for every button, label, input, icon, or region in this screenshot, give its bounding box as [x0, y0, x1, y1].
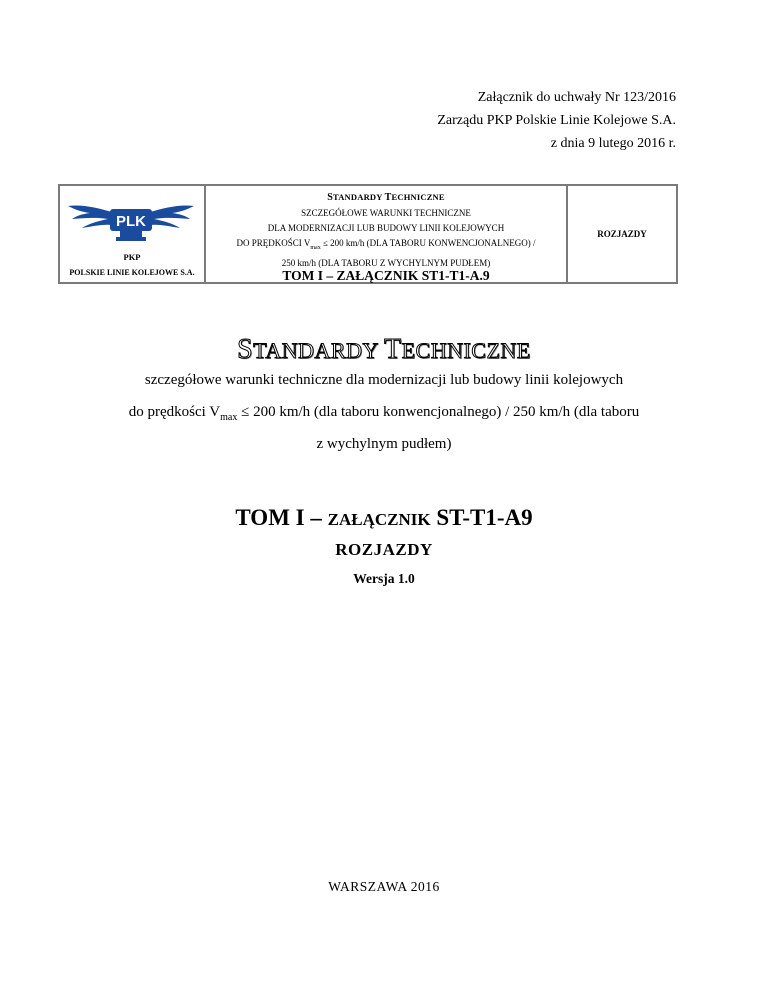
subtitle-line-3: z wychylnym pudłem) [316, 436, 452, 452]
logo-company-label: POLSKIE LINIE KOLEJOWE S.A. [69, 268, 195, 277]
main-title-echniczne: ECHNICZNE [401, 338, 531, 363]
header-desc-line-4: 250 km/h (DLA TABORU Z WYCHYLNYM PUDŁEM) [281, 257, 491, 268]
volume-title-dash: – [304, 505, 328, 530]
annex-line-2: Zarządu PKP Polskie Linie Kolejowe S.A. [437, 113, 676, 128]
main-title [0, 334, 768, 366]
header-desc-line-3-pre: DO PRĘDKOŚCI V [236, 238, 311, 248]
main-title-tandardy: TANDARDY [253, 338, 379, 363]
header-desc-line-1: SZCZEGÓŁOWE WARUNKI TECHNICZNE [301, 208, 471, 218]
header-description [206, 206, 566, 271]
header-logo-cell [60, 186, 206, 282]
header-title-s: S [327, 192, 333, 203]
header-standards-title [206, 192, 566, 203]
volume-title [0, 505, 768, 531]
annex-line-1: Załącznik do uchwały Nr 123/2016 [477, 90, 676, 105]
subtitle-line-2-post: ≤ 200 km/h (dla taboru konwencjonalnego) / 250 km/h (dla taboru [237, 404, 640, 420]
header-table [58, 184, 678, 284]
volume-title-code: ST-T1-A9 [430, 505, 533, 530]
subtitle-line-2-sub: max [220, 412, 238, 423]
subtitle-line-2 [0, 404, 768, 423]
subtitle-line-1: szczegółowe warunki techniczne dla modernizacji lub budowy linii kolejowych [144, 372, 624, 388]
header-title-tandardy: TANDARDY [332, 192, 383, 202]
annex-note [437, 86, 676, 155]
logo-pkp-label: PKP [123, 252, 141, 262]
plk-winged-logo-icon [68, 198, 194, 244]
city-year: WARSZAWA 2016 [328, 879, 440, 894]
main-title-t: T [384, 334, 402, 365]
header-tom-label: TOM I – ZAŁĄCZNIK ST1-T1-A.9 [282, 268, 490, 283]
plk-logo [68, 198, 194, 244]
header-section-label: ROZJAZDY [597, 229, 647, 239]
subtitle-line-2-pre: do prędkości V [128, 404, 221, 420]
header-desc-line-3 [206, 236, 566, 256]
main-title-s: S [237, 334, 254, 365]
header-title-t: T [384, 192, 392, 203]
logo-mark-text: PLK [116, 213, 146, 230]
header-desc-line-3-post: ≤ 200 km/h (DLA TABORU KONWENCJONALNEGO) / [320, 238, 536, 248]
header-desc-line-3-sub: max [310, 244, 321, 251]
header-right-cell [568, 186, 676, 282]
header-title-echniczne: ECHNICZNE [391, 192, 445, 202]
header-desc-line-2: DLA MODERNIZACJI LUB BUDOWY LINII KOLEJOWYCH [267, 223, 505, 233]
section-title: ROZJAZDY [335, 540, 433, 559]
version-label: Wersja 1.0 [353, 571, 415, 586]
volume-title-annex: ZAŁĄCZNIK [327, 510, 431, 529]
annex-line-3: z dnia 9 lutego 2016 r. [550, 136, 676, 151]
header-middle-cell [206, 186, 568, 282]
volume-title-tom: TOM I [235, 505, 305, 530]
